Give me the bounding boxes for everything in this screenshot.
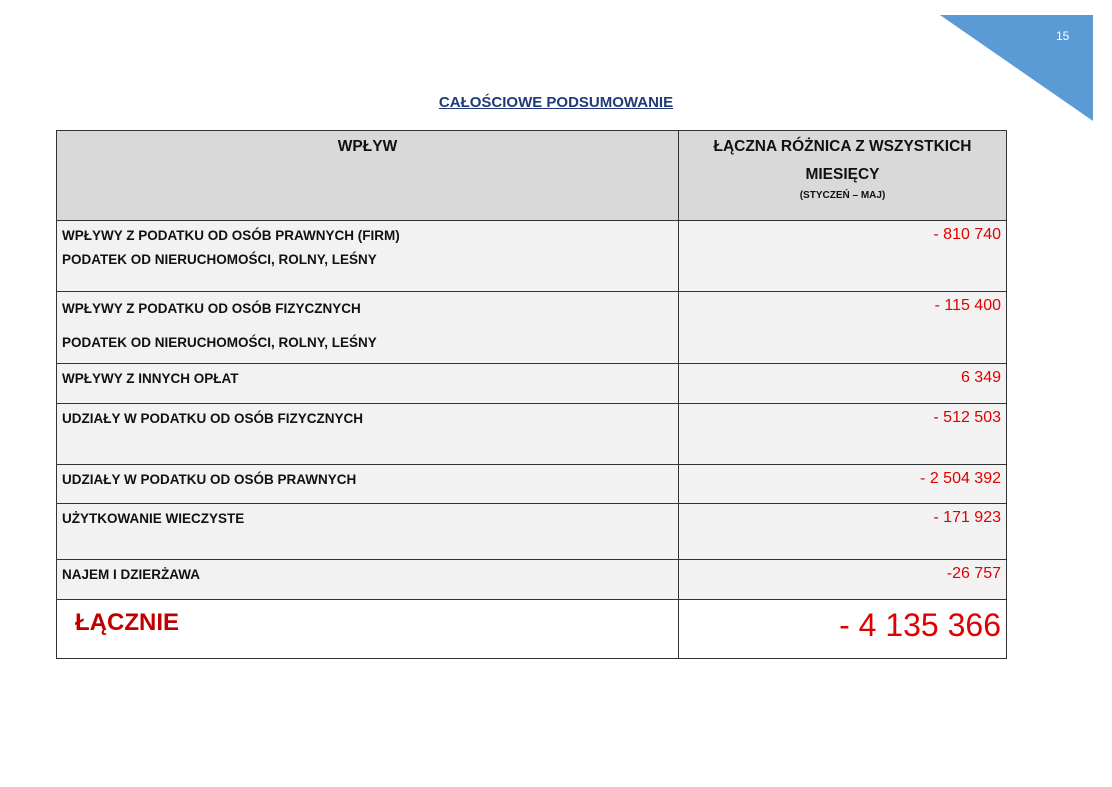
table-row	[57, 504, 1007, 560]
total-row	[57, 600, 1007, 659]
row-value: - 115 400	[679, 292, 1007, 364]
table-row	[57, 560, 1007, 600]
row-label	[57, 292, 679, 364]
table-row	[57, 465, 1007, 504]
table-row	[57, 364, 1007, 404]
row-value: 6 349	[679, 364, 1007, 404]
page-title	[0, 94, 1112, 111]
row-label-line1: WPŁYWY Z PODATKU OD OSÓB PRAWNYCH (FIRM)	[62, 228, 400, 243]
row-label: NAJEM I DZIERŻAWA	[57, 560, 679, 600]
total-label: ŁĄCZNIE	[57, 600, 679, 659]
table-row	[57, 221, 1007, 292]
table-row	[57, 404, 1007, 465]
row-value: -26 757	[679, 560, 1007, 600]
header-difference-period: (STYCZEŃ – MAJ)	[799, 190, 886, 201]
header-difference	[679, 131, 1007, 221]
row-value: - 512 503	[679, 404, 1007, 465]
header-difference-label: ŁĄCZNA RÓŻNICA Z WSZYSTKICH MIESIĘCY	[713, 138, 972, 183]
row-label: WPŁYWY Z INNYCH OPŁAT	[57, 364, 679, 404]
total-value: - 4 135 366	[679, 600, 1007, 659]
row-label-line1: WPŁYWY Z PODATKU OD OSÓB FIZYCZNYCH	[62, 301, 361, 316]
row-label-line2: PODATEK OD NIERUCHOMOŚCI, ROLNY, LEŚNY	[62, 335, 377, 350]
row-label	[57, 221, 679, 292]
row-value: - 2 504 392	[679, 465, 1007, 504]
row-label: UDZIAŁY W PODATKU OD OSÓB FIZYCZNYCH	[57, 404, 679, 465]
table-row	[57, 292, 1007, 364]
row-label: UDZIAŁY W PODATKU OD OSÓB PRAWNYCH	[57, 465, 679, 504]
summary-table	[56, 130, 1007, 659]
page-title-text: CAŁOŚCIOWE PODSUMOWANIE	[438, 94, 674, 111]
table-header-row	[57, 131, 1007, 221]
row-label-line2: PODATEK OD NIERUCHOMOŚCI, ROLNY, LEŚNY	[62, 252, 377, 267]
header-wplyw: WPŁYW	[57, 131, 679, 221]
row-value: - 171 923	[679, 504, 1007, 560]
page-number: 15	[1056, 29, 1070, 43]
row-label: UŻYTKOWANIE WIECZYSTE	[57, 504, 679, 560]
row-value: - 810 740	[679, 221, 1007, 292]
